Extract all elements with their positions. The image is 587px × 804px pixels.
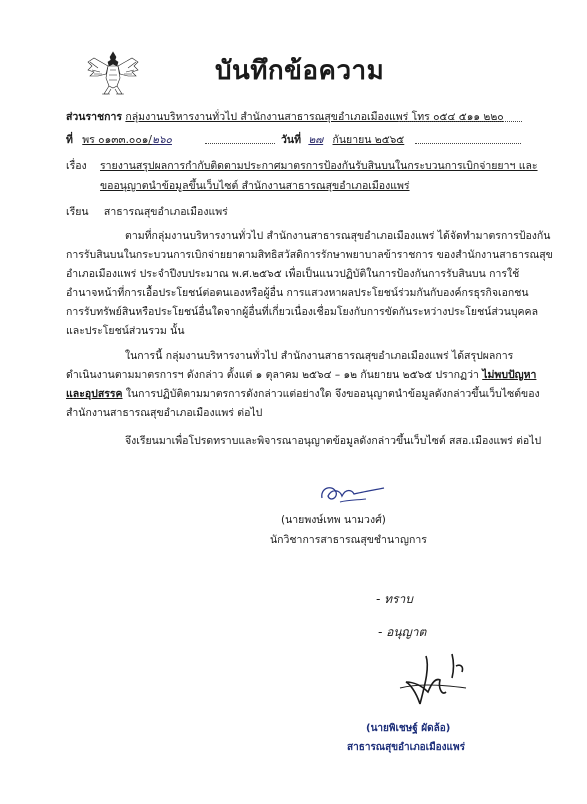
page-title: บันทึกข้อความ (215, 56, 385, 86)
agency-row (66, 108, 504, 125)
para1-line-6: และประโยชน์ส่วนรวม นั้น (66, 325, 185, 337)
author-position: นักวิชาการสาธารณสุขชำนาญการ (270, 534, 427, 546)
para1-line-4: อำนาจหน้าที่การเอื้อประโยชน์ต่อตนเองหรือผู้อื่น การแสวงหาผลประโยชน์ร่วมกันกับองค์กรธุรกิจเอกชน (66, 287, 529, 299)
approver-signature (396, 648, 476, 716)
para2-line-3 (66, 385, 540, 404)
approval-note-permitted: - อนุญาต (378, 625, 427, 639)
ref-value: พร ๐๑๓๓.๐๐๑/ (82, 134, 152, 146)
subject-label: เรื่อง (66, 160, 87, 172)
agency-label: ส่วนราชการ (66, 111, 123, 123)
para2-line-2 (66, 366, 536, 385)
para1-line-2: การรับสินบนในกระบวนการเบิกจ่ายยาตามสิทธิสวัสดิการรักษาพยาบาลข้าราชการ ของสำนักงานสาธารณสุข (66, 249, 553, 261)
ref-label: ที่ (66, 134, 73, 146)
para1-line-5: การรับทรัพย์สินหรือประโยชน์อื่นใดจากผู้อื่นที่เกี่ยวเนื่องเชื่อมโยงกับการขัดกันระหว่างประโยชน์ส่วนบุคคล (66, 306, 539, 318)
para2-obstacle-bold: และอุปสรรค (66, 388, 123, 400)
para2-line-2-text: ดำเนินงานตามมาตรการฯ ดังกล่าว ตั้งแต่ ๑ ตุลาคม ๒๕๖๔ – ๑๒ กันยายน ๒๕๖๕ ปรากฏว่า (66, 369, 483, 381)
ref-dotline (205, 143, 275, 144)
para2-line-1: ในการนี้ กลุ่มงานบริหารงานทั่วไป สำนักงานสาธารณสุขอำเภอเมืองแพร่ ได้สรุปผลการ (125, 350, 514, 362)
approval-note-acknowledged: - ทราบ (376, 592, 413, 606)
to-value: สาธารณสุขอำเภอเมืองแพร่ (103, 206, 228, 218)
subject-line-1: รายงานสรุปผลการกำกับติดตามประกาศมาตรการป้องกันรับสินบนในกระบวนการเบิกจ่ายยาฯ และ (100, 160, 538, 172)
salutation-row (66, 203, 228, 220)
ref-handwritten: ๒๖๐ (151, 134, 172, 146)
para2-line-4: สำนักงานสาธารณสุขอำเภอเมืองแพร่ ต่อไป (66, 407, 263, 419)
date-rest: กันยายน ๒๕๖๕ (332, 134, 405, 146)
subject-line-2: ขออนุญาตนำข้อมูลขึ้นเว็บไซต์ สำนักงานสาธารณสุขอำเภอเมืองแพร่ (100, 180, 410, 192)
date-label: วันที่ (281, 134, 301, 146)
author-name: (นายพงษ์เทพ นามวงศ์) (281, 514, 386, 526)
para2-line-3-text: ในการปฏิบัติตามมาตรการดังกล่าวแต่อย่างใด จึงขออนุญาตนำข้อมูลดังกล่าวขึ้นเว็บไซต์ของ (122, 388, 540, 400)
para1-line-3: อำเภอเมืองแพร่ ประจำปีงบประมาณ พ.ศ.๒๕๖๕ เพื่อเป็นแนวปฏิบัติในการป้องกันการรับสินบน การใช้ (66, 268, 520, 280)
date-row (281, 131, 404, 148)
date-day: ๒๗ (308, 134, 324, 146)
para1-line-1: ตามที่กลุ่มงานบริหารงานทั่วไป สำนักงานสาธารณสุขอำเภอเมืองแพร่ ได้จัดทำมาตรการป้องกัน (125, 230, 551, 242)
agency-value: กลุ่มงานบริหารงานทั่วไป สำนักงานสาธารณสุขอำเภอเมืองแพร่ โทร ๐๕๔ ๕๑๑ ๒๒๐ (125, 111, 504, 123)
date-dotline (415, 143, 521, 144)
approver-name: (นายพิเชษฐ์ ผัดล้อ) (366, 723, 451, 734)
approver-position: สาธารณสุขอำเภอเมืองแพร่ (347, 742, 465, 753)
para2-no-problem-bold: ไม่พบปัญหา (482, 369, 537, 381)
garuda-emblem (84, 48, 142, 98)
author-signature (318, 478, 388, 512)
para3: จึงเรียนมาเพื่อโปรดทราบและพิจารณาอนุญาตข้อมูลดังกล่าวขึ้นเว็บไซต์ สสอ.เมืองแพร่ ต่อไป (125, 435, 542, 447)
to-label: เรียน (66, 206, 89, 218)
agency-dotline (398, 121, 522, 122)
ref-row (66, 131, 172, 148)
